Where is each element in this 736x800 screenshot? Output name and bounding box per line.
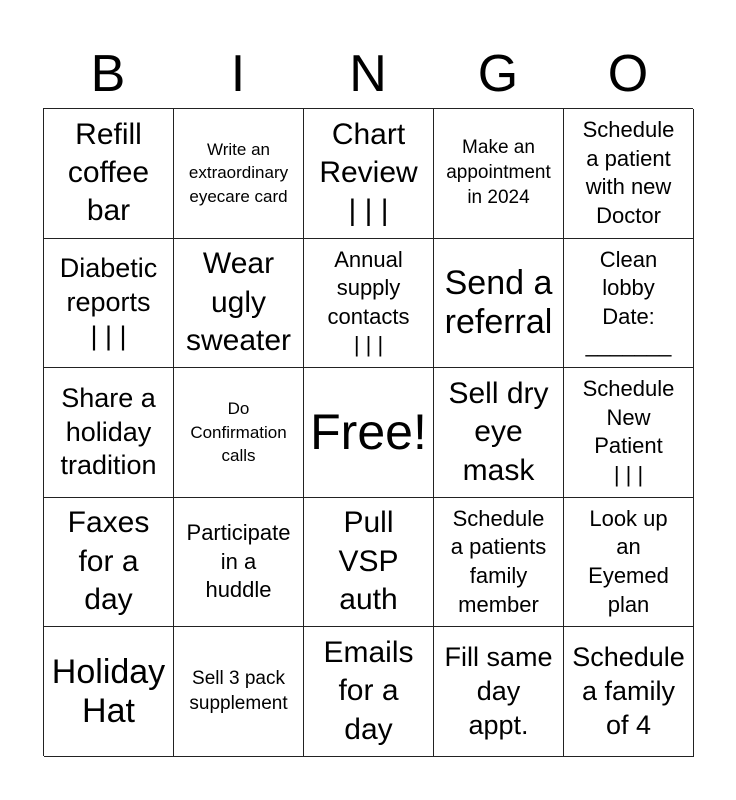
cell-label: Schedule a patient with new Doctor [582, 117, 675, 228]
bingo-cell-r1c2[interactable] [174, 109, 304, 239]
bingo-cell-r5c3[interactable] [304, 627, 434, 757]
header-letter-i: I [230, 45, 246, 103]
bingo-cell-r3c4[interactable] [434, 368, 564, 498]
bingo-cell-r1c5[interactable] [564, 109, 694, 239]
bingo-cell-r4c5[interactable] [564, 498, 694, 628]
cell-label: Refill coffee bar [67, 117, 150, 228]
bingo-cell-r2c3[interactable] [304, 239, 434, 369]
cell-label: Clean lobby Date: _______ [585, 246, 672, 358]
header-letter-o: O [607, 45, 649, 103]
bingo-cell-r5c4[interactable] [434, 627, 564, 757]
cell-label: Look up an Eyemed plan [588, 505, 669, 617]
bingo-cell-r1c1[interactable] [44, 109, 174, 239]
cell-label: Share a holiday tradition [60, 382, 157, 481]
bingo-cell-r4c1[interactable] [44, 498, 174, 628]
cell-label: Participate in a huddle [186, 520, 291, 603]
cell-label: Do Confirmation calls [190, 398, 287, 466]
bingo-cell-r2c5[interactable] [564, 239, 694, 369]
bingo-cell-r5c5[interactable] [564, 627, 694, 757]
bingo-cell-r2c1[interactable] [44, 239, 174, 369]
cell-label: Fill same day appt. [444, 642, 553, 740]
header-letter-n: N [349, 45, 387, 103]
bingo-cell-r4c2[interactable] [174, 498, 304, 628]
cell-label: Emails for a day [323, 636, 414, 746]
cell-label: Annual supply contacts | | | [327, 246, 410, 358]
cell-label: Make an appointment in 2024 [446, 137, 551, 208]
free-space[interactable] [304, 368, 434, 498]
bingo-cell-r2c4[interactable] [434, 239, 564, 369]
free-space-label: Free! [310, 403, 427, 460]
bingo-cell-r1c4[interactable] [434, 109, 564, 239]
cell-label: Diabetic reports | | | [59, 253, 158, 351]
cell-label: Holiday Hat [51, 652, 166, 730]
cell-label: Wear ugly sweater [185, 247, 292, 358]
bingo-cell-r3c1[interactable] [44, 368, 174, 498]
header-letter-b: B [90, 45, 126, 103]
cell-label: Write an extraordinary eyecare card [188, 139, 289, 207]
bingo-cell-r3c5[interactable] [564, 368, 694, 498]
bingo-cell-r1c3[interactable] [304, 109, 434, 239]
bingo-grid [43, 108, 693, 756]
cell-label: Chart Review | | | [319, 117, 418, 228]
bingo-cell-r5c2[interactable] [174, 627, 304, 757]
bingo-cell-r3c2[interactable] [174, 368, 304, 498]
cell-label: Faxes for a day [67, 506, 150, 617]
cell-label: Pull VSP auth [338, 506, 399, 617]
bingo-cell-r4c3[interactable] [304, 498, 434, 628]
cell-label: Schedule New Patient | | | [582, 376, 675, 488]
cell-label: Schedule a family of 4 [572, 642, 685, 740]
cell-label: Sell 3 pack supplement [189, 667, 288, 714]
bingo-cell-r2c2[interactable] [174, 239, 304, 369]
cell-label: Schedule a patients family member [450, 505, 547, 617]
bingo-cell-r4c4[interactable] [434, 498, 564, 628]
bingo-cell-r5c1[interactable] [44, 627, 174, 757]
cell-label: Sell dry eye mask [448, 376, 549, 487]
bingo-header [43, 40, 693, 108]
cell-label: Send a referral [444, 263, 553, 341]
header-letter-g: G [477, 45, 519, 103]
